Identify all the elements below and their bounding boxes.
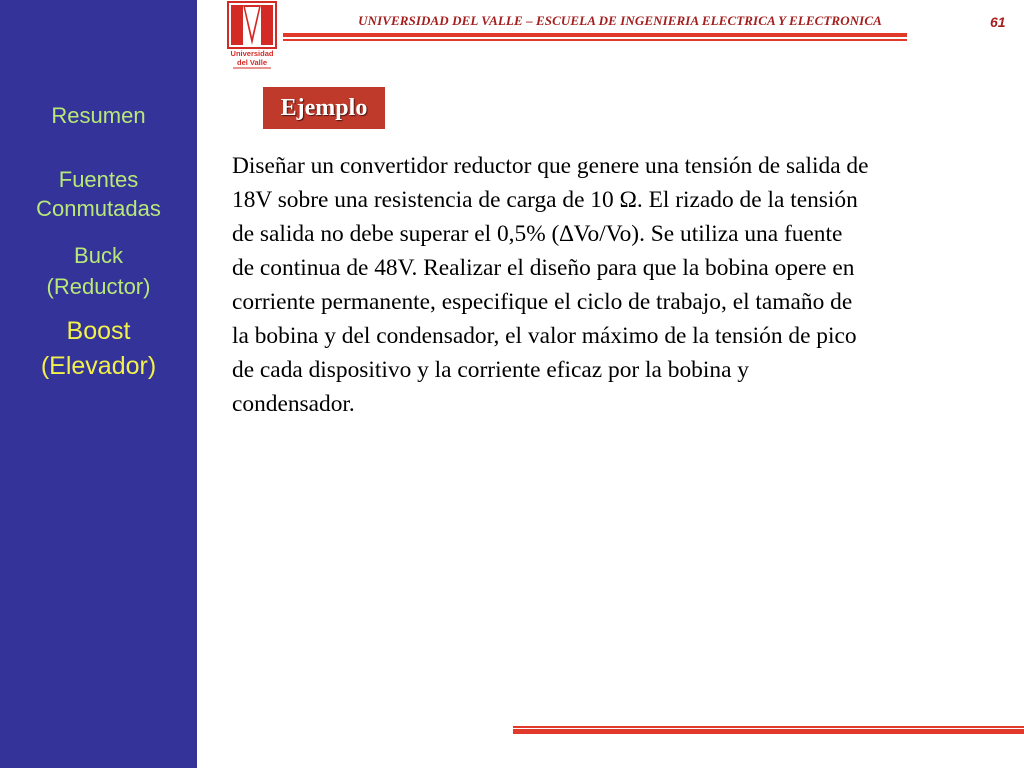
logo-text-line2: del Valle [236,58,268,67]
nav-item-buck[interactable] [0,240,197,302]
nav-item-label: (Reductor) [46,274,151,299]
header-title: UNIVERSIDAD DEL VALLE – ESCUELA DE INGENIERIA ELECTRICA Y ELECTRONICA [358,13,882,28]
example-label-text: Ejemplo [280,95,368,121]
problem-statement [232,149,1012,421]
nav-item-label: Conmutadas [36,196,161,221]
body-line: Diseñar un convertidor reductor que genere una tensión de salida de [232,153,869,179]
nav-item-label: Resumen [51,103,146,128]
page-number: 61 [990,14,1006,30]
body-line: de salida no debe superar el 0,5% (∆Vo/Vo). Se utiliza una fuente [232,221,843,247]
nav-item-fuentes-conmutadas[interactable] [0,165,197,223]
nav-item-boost-active[interactable] [0,314,197,384]
example-label [263,87,385,129]
sidebar [0,0,197,768]
footer-divider [513,726,1024,728]
body-line: corriente permanente, especifique el ciclo de trabajo, el tamaño de [232,289,853,315]
body-line: condensador. [232,391,355,417]
header-divider [283,33,907,37]
header-divider [283,39,907,41]
logo-block-left [231,5,243,45]
body-line: de continua de 48V. Realizar el diseño para que la bobina opere en [232,255,855,281]
nav-item-label: Fuentes [58,167,139,192]
footer-divider [513,729,1024,734]
university-logo [227,1,277,71]
logo-text-line1: Universidad [230,49,274,58]
nav-item-label: (Elevador) [40,352,157,380]
body-line: 18V sobre una resistencia de carga de 10 Ω. El rizado de la tensión [232,187,858,213]
nav-item-label: Boost [66,317,131,345]
nav-item-label: Buck [74,243,123,268]
body-line: de cada dispositivo y la corriente eficaz por la bobina y [232,357,749,383]
nav-item-resumen[interactable] [0,102,197,130]
logo-block-right [261,5,273,45]
body-line: la bobina y del condensador, el valor máximo de la tensión de pico [232,323,857,349]
